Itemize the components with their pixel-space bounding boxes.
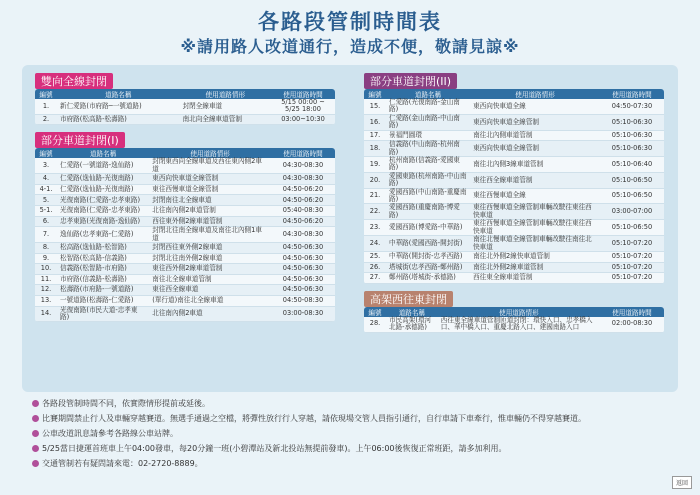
cell-time: 04:30-08:30: [271, 174, 335, 185]
cell-control: (單行道)南往北全線車道: [149, 295, 271, 306]
back-button[interactable]: 返回: [672, 476, 692, 489]
cell-road: 松智路(松高路-信義路): [57, 253, 149, 264]
section-title-partial-2: 部分車道封閉(II): [364, 73, 457, 89]
table-row: [35, 174, 335, 185]
cell-road: 新仁愛路(市府路─一號道路): [57, 99, 180, 114]
th-control: 使用道路情形: [149, 148, 271, 158]
th-no: 編號: [35, 148, 57, 158]
cell-time: 03:00-07:00: [600, 204, 664, 220]
note-text: 交通管制若有疑問請來電：02-2720-8889。: [42, 459, 203, 468]
cell-road: 愛國西路(博愛路-中華路): [386, 220, 470, 236]
th-road: 道路名稱: [57, 148, 149, 158]
table-row: [364, 99, 664, 114]
cell-control: 東西向快車道全線: [470, 99, 600, 114]
th-time: 使用道路時間: [600, 89, 664, 99]
cell-no: 22.: [364, 204, 386, 220]
cell-control: 東西向快車道全線管制: [470, 141, 600, 157]
cell-control: 封閉北往南外側2線車道: [149, 253, 271, 264]
cell-time: 05:10-07:20: [600, 273, 664, 284]
cell-time: 03:00~10:30: [271, 114, 335, 125]
cell-road: 光復南路(仁愛路-忠孝東路): [57, 195, 149, 206]
cell-time: 5/15 00:00 ~ 5/25 18:00: [271, 99, 335, 114]
cell-time: 02:00-08:30: [600, 317, 664, 332]
note-text: 5/25當日捷運首班車上午04:00發車，每20分鐘一班(小碧潭站及新北投站無提前發車)。上午06:00後恢復正常班距，請多加利用。: [42, 444, 507, 453]
table-row: [35, 295, 335, 306]
table-row: [35, 206, 335, 217]
section-title-partial-1: 部分車道封閉(I): [35, 132, 125, 148]
page-subtitle: ※請用路人改道通行，造成不便，敬請見諒※: [180, 37, 520, 56]
cell-control: 南往北內側3線車道管制: [470, 157, 600, 173]
cell-no: 28.: [364, 317, 386, 332]
cell-road: 杭州南路(信義路-愛國東路): [386, 157, 470, 173]
note-item: [32, 456, 672, 471]
cell-road: 仁愛路(逸仙路-光復南路): [57, 184, 149, 195]
cell-no: 13.: [35, 295, 57, 306]
cell-no: 3.: [35, 158, 57, 173]
table-row: [35, 306, 335, 322]
cell-control: 封閉西往東外側2線車道: [149, 243, 271, 254]
cell-control: 封閉全線車道: [180, 99, 271, 114]
cell-no: 8.: [35, 243, 57, 254]
bullet-icon: [32, 445, 39, 452]
cell-time: 04:50-06:20: [271, 184, 335, 195]
cell-control: 東往西外側2線車道管制: [149, 264, 271, 275]
th-road: 道路名稱: [386, 307, 438, 317]
section-title-elevated: 高架西往東封閉: [364, 291, 453, 307]
cell-road: 忠孝東路(光復南路-逸仙路): [57, 216, 149, 227]
cell-control: 南往北外側2線車道管制: [470, 262, 600, 273]
cell-no: 25.: [364, 251, 386, 262]
cell-road: 信義路(松智路-市府路): [57, 264, 149, 275]
page-title: 各路段管制時間表: [258, 10, 442, 34]
cell-control: 北往南內側2車道管制: [149, 206, 271, 217]
notes-list: [32, 396, 672, 471]
cell-no: 19.: [364, 157, 386, 173]
cell-road: 光復南路(市民大道-忠孝東路): [57, 306, 149, 322]
cell-no: 4-1.: [35, 184, 57, 195]
table-row: [35, 285, 335, 296]
th-time: 使用道路時間: [271, 89, 335, 99]
th-control: 使用道路情形: [438, 307, 600, 317]
cell-control: 南北向全線車道管制: [180, 114, 271, 125]
cell-control: 南往北外側2線快車道管制: [470, 251, 600, 262]
cell-control: 東西向快車道全線管制: [470, 114, 600, 130]
cell-road: 信義路(中山南路-杭州南路): [386, 141, 470, 157]
table-elevated: [364, 307, 664, 333]
table-row: [364, 188, 664, 204]
cell-road: 光復南路(仁愛路-忠孝東路): [57, 206, 149, 217]
table-row: [364, 114, 664, 130]
cell-time: 03:00-08:30: [271, 306, 335, 322]
cell-control: 東往西慢車道全線管制車輛改駛往東往西快車道: [470, 204, 600, 220]
th-no: 編號: [364, 89, 386, 99]
section-title-bidirectional: 雙向全線封閉: [35, 73, 113, 89]
table-row: [35, 114, 335, 125]
table-row: [364, 251, 664, 262]
table-partial-1: [35, 148, 335, 322]
table-row: [364, 273, 664, 284]
table-row: [35, 184, 335, 195]
cell-time: 05:10-07:20: [600, 236, 664, 252]
cell-no: 15.: [364, 99, 386, 114]
cell-road: 一號道路(松壽路-仁愛路): [57, 295, 149, 306]
cell-control: 東往西全線車道管制: [470, 172, 600, 188]
note-text: 公車改道訊息請參考各路線公車站牌。: [42, 429, 178, 438]
cell-control: 東往西慢車道全線管制車輛改駛往東往西快車道: [470, 220, 600, 236]
cell-time: 05:10-07:20: [600, 251, 664, 262]
table-row: [35, 195, 335, 206]
table-row: [35, 158, 335, 173]
cell-time: 05:10-07:20: [600, 262, 664, 273]
cell-time: 05:10-06:50: [600, 188, 664, 204]
cell-control: 封閉北往南全線車道及南往北內側1車道: [149, 227, 271, 243]
cell-control: 封閉南往北全線車道: [149, 195, 271, 206]
cell-no: 1.: [35, 99, 57, 114]
cell-time: 04:50-07:30: [600, 99, 664, 114]
cell-time: 04:50-08:30: [271, 295, 335, 306]
cell-time: 04:50-06:30: [271, 253, 335, 264]
cell-time: 05:10-06:50: [600, 172, 664, 188]
cell-control: 東往西慢車道全線管制: [149, 184, 271, 195]
th-control: 使用道路情形: [470, 89, 600, 99]
table-row: [35, 253, 335, 264]
cell-no: 9.: [35, 253, 57, 264]
cell-time: 04:50-06:30: [271, 274, 335, 285]
cell-control: 南往北慢車道全線管制車輛改駛往南往北快車道: [470, 236, 600, 252]
cell-no: 20.: [364, 172, 386, 188]
bullet-icon: [32, 415, 39, 422]
table-row: [364, 204, 664, 220]
cell-time: 04:30-08:30: [271, 158, 335, 173]
table-row: [364, 220, 664, 236]
cell-control: 東西向快車道全線管制: [149, 174, 271, 185]
cell-road: 景福門圓環: [386, 130, 470, 141]
table-row: [364, 141, 664, 157]
cell-no: 10.: [35, 264, 57, 275]
cell-control: 南往北內側車道管制: [470, 130, 600, 141]
bullet-icon: [32, 430, 39, 437]
cell-no: 2.: [35, 114, 57, 125]
cell-no: 5.: [35, 195, 57, 206]
th-road: 道路名稱: [386, 89, 470, 99]
cell-control: 西往東外側2線車道管制: [149, 216, 271, 227]
table-row: [35, 274, 335, 285]
cell-time: 04:50-06:30: [271, 285, 335, 296]
cell-no: 27.: [364, 273, 386, 284]
cell-control: 東往西慢車道全線: [470, 188, 600, 204]
th-time: 使用道路時間: [600, 307, 664, 317]
cell-time: 04:50-06:30: [271, 243, 335, 254]
cell-no: 26.: [364, 262, 386, 273]
th-road: 道路名稱: [57, 89, 180, 99]
cell-road: 鄭州路(塔城街-承德路): [386, 273, 470, 284]
bullet-icon: [32, 400, 39, 407]
cell-road: 市府路(松高路-松壽路): [57, 114, 180, 125]
note-item: [32, 426, 672, 441]
note-text: 比賽期間禁止行人及車輛穿越賽道。無選手通過之空檔，將彈性放行行人穿越，請依現場交管人員指引通行，自行車請下車牽行，惟車輛仍不得穿越賽道。: [42, 414, 586, 423]
th-time: 使用道路時間: [271, 148, 335, 158]
cell-road: 愛國東路(杭州南路-中山南路): [386, 172, 470, 188]
table-row: [35, 99, 335, 114]
cell-no: 18.: [364, 141, 386, 157]
cell-no: 4.: [35, 174, 57, 185]
note-item: [32, 411, 672, 426]
table-row: [35, 227, 335, 243]
cell-road: 松壽路(市府路-一號道路): [57, 285, 149, 296]
note-item: [32, 396, 672, 411]
note-text: 各路段管制時間不同，依實際情形提前或延後。: [42, 399, 210, 408]
cell-time: 05:10-06:50: [600, 220, 664, 236]
cell-no: 23.: [364, 220, 386, 236]
cell-road: 市民高架(環河北路-承德路): [386, 317, 438, 332]
cell-no: 16.: [364, 114, 386, 130]
cell-control: 東往西全線車道: [149, 285, 271, 296]
cell-time: 04:50-06:30: [271, 264, 335, 275]
cell-control: 南往北全線車道管制: [149, 274, 271, 285]
table-row: [364, 236, 664, 252]
cell-road: 仁愛路(金山南路-中山南路): [386, 114, 470, 130]
cell-road: 市府路(信義路-松壽路): [57, 274, 149, 285]
cell-no: 5-1.: [35, 206, 57, 217]
table-row: [35, 264, 335, 275]
cell-road: 仁愛路(逸仙路-光復南路): [57, 174, 149, 185]
bullet-icon: [32, 460, 39, 467]
th-no: 編號: [35, 89, 57, 99]
cell-road: 中華路(愛國西路-開封街): [386, 236, 470, 252]
right-column: [364, 70, 664, 333]
cell-no: 6.: [35, 216, 57, 227]
cell-no: 12.: [35, 285, 57, 296]
cell-road: 愛國西路(中山南路-重慶南路): [386, 188, 470, 204]
cell-time: 04:30-08:30: [271, 227, 335, 243]
cell-no: 24.: [364, 236, 386, 252]
cell-road: 中華路(開封街-忠孝西路): [386, 251, 470, 262]
cell-road: 逸仙路(忠孝東路-仁愛路): [57, 227, 149, 243]
table-row: [35, 243, 335, 254]
cell-road: 塔城街(忠孝西路-鄭州路): [386, 262, 470, 273]
cell-no: 14.: [35, 306, 57, 322]
cell-road: 仁愛路(光復南路-金山南路): [386, 99, 470, 114]
cell-time: 05:10-06:40: [600, 157, 664, 173]
cell-time: 05:10-06:30: [600, 114, 664, 130]
left-column: [35, 70, 335, 322]
table-row: [364, 317, 664, 332]
cell-time: 04:50-06:20: [271, 216, 335, 227]
cell-control: 封閉東西向全線車道及西往東內側2車道: [149, 158, 271, 173]
cell-road: 仁愛路(一號道路-逸仙路): [57, 158, 149, 173]
cell-control: 西往東全線車道管制匝道封閉：環快入口、忠孝橋入口、華中橋入口、重慶北路入口、建國南路入口: [438, 317, 600, 332]
table-row: [364, 172, 664, 188]
table-row: [364, 262, 664, 273]
table-bidirectional: [35, 89, 335, 125]
cell-no: 21.: [364, 188, 386, 204]
th-control: 使用道路情形: [180, 89, 271, 99]
cell-no: 11.: [35, 274, 57, 285]
cell-time: 05:40-08:30: [271, 206, 335, 217]
cell-road: 愛國西路(重慶南路-博愛路): [386, 204, 470, 220]
cell-no: 7.: [35, 227, 57, 243]
cell-road: 松高路(逸仙路-松智路): [57, 243, 149, 254]
cell-control: 西往東全線車道管制: [470, 273, 600, 284]
table-row: [364, 157, 664, 173]
table-partial-2: [364, 89, 664, 284]
cell-control: 北往南內側2車道: [149, 306, 271, 322]
cell-time: 05:10-06:30: [600, 141, 664, 157]
cell-time: 05:10-06:30: [600, 130, 664, 141]
note-item: [32, 441, 672, 456]
th-no: 編號: [364, 307, 386, 317]
cell-time: 04:50-06:20: [271, 195, 335, 206]
cell-no: 17.: [364, 130, 386, 141]
